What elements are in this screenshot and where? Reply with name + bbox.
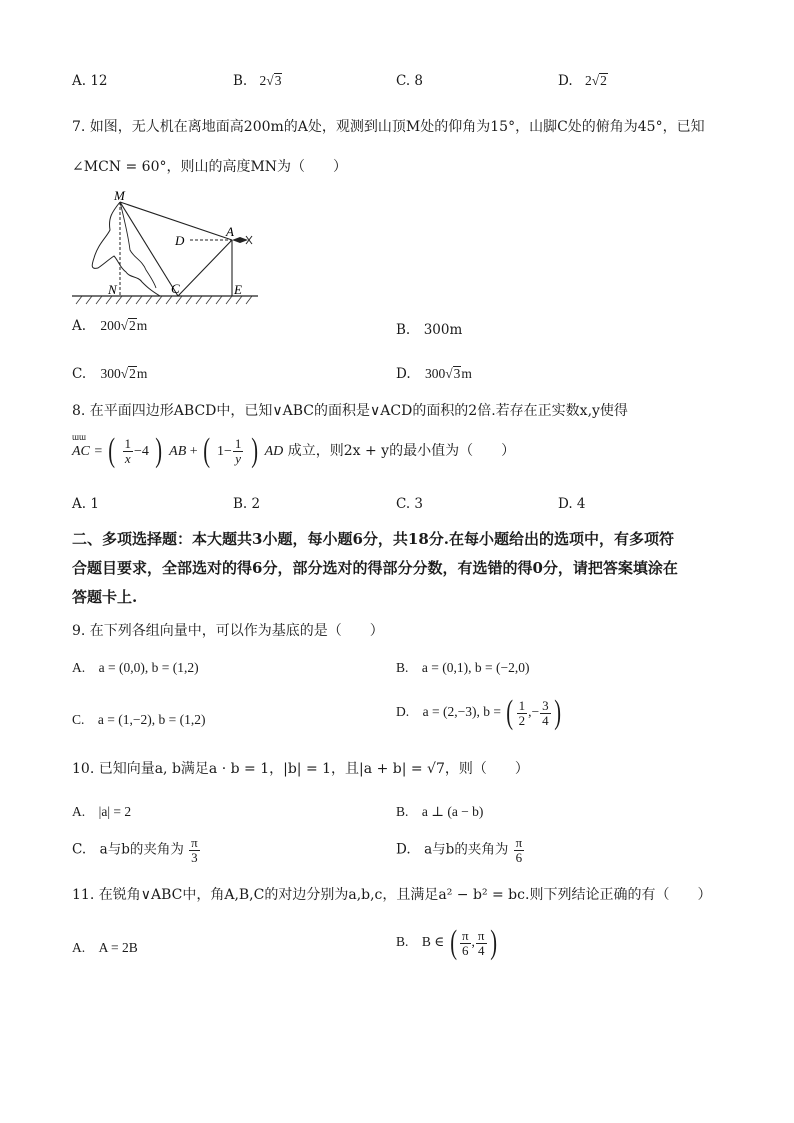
q7-stem-line1: 7. 如图，无人机在离地面高200m的A处，观测到山顶M处的仰角为15°，山脚C处的俯角为45°，已知 [72,119,705,135]
label-n: N [108,282,117,297]
q6-option-d: D. 2√2 [558,73,607,89]
q9-stem: 9. 在下列各组向量中，可以作为基底的是（ ） [72,623,384,639]
section-2-line1: 二、多项选择题：本大题共3小题，每小题6分，共18分.在每小题给出的选项中，有多项符 [72,530,674,548]
q11-option-b: B. B ∈ ( $\frac{\pi}{6}$ , $\frac{\pi}{4}$ ) [396,924,497,961]
q6-option-b: B. 2√3 [233,73,282,89]
q6-option-c: C. 8 [396,73,424,89]
q10-option-a: A. |a| = 2 [72,804,132,819]
q7-option-b: B. 300m [396,322,463,338]
q9-option-b: B. a = (0,1), b = (−2,0) [396,660,530,675]
q8-option-c: C. 3 [396,496,424,512]
q7-option-c: C. 300√2m [72,366,148,382]
q11-option-a: A. A = 2B [72,940,138,955]
label-e: E [234,282,242,297]
q10-stem: 10. 已知向量a, b满足a · b = 1，|b| = 1，且|a + b| = √7，则（ ） [72,761,529,777]
label-d: D [175,233,185,248]
q7-option-d: D. 300√3m [396,366,472,382]
q10-option-b: B. a ⊥ (a − b) [396,804,484,819]
q7-option-a: A. 200√2m [72,318,148,334]
section-2-line3: 答题卡上. [72,588,138,606]
q8-option-b: B. 2 [233,496,261,512]
q10-option-d: D. a与b的夹角为 $\frac{\pi}{6}$ [396,835,523,865]
label-m: M [114,188,125,203]
q8-option-a: A. 1 [72,496,99,512]
q10-option-c: C. a与b的夹角为 $\frac{\pi}{3}$ [72,835,198,865]
q8-option-d: D. 4 [558,496,586,512]
q7-figure [68,188,268,310]
q8-formula: ɯɯ AC = ( $\frac{1}{x}$ −4 ) AB + ( 1− $\frac{1}{y}$ ) AD 成立，则2x + y的最小值为（ ） [72,432,516,469]
q9-option-d: D. a = (2,−3), b = ( $\frac{1}{2}$ ,− $\frac{3}{4}$ ) [396,694,561,731]
section-2-line2: 合题目要求，全部选对的得6分，部分选对的得部分分数，有选错的得0分，请把答案填涂在 [72,559,678,577]
label-c: C [171,281,180,296]
q9-option-a: A. a = (0,0), b = (1,2) [72,660,199,675]
q6-option-a: A. 12 [72,73,108,89]
label-a: A [226,224,234,239]
q9-option-c: C. a = (1,−2), b = (1,2) [72,712,206,727]
q8-stem-line1: 8. 在平面四边形ABCD中，已知∨ABC的面积是∨ACD的面积的2倍.若存在正实数x,y使得 [72,403,628,419]
q7-stem-line2: ∠MCN = 60°，则山的高度MN为（ ） [72,159,348,175]
q11-stem: 11. 在锐角∨ABC中，角A,B,C的对边分别为a,b,c，且满足a² − b² = bc.则下列结论正确的有（ ） [72,887,712,903]
